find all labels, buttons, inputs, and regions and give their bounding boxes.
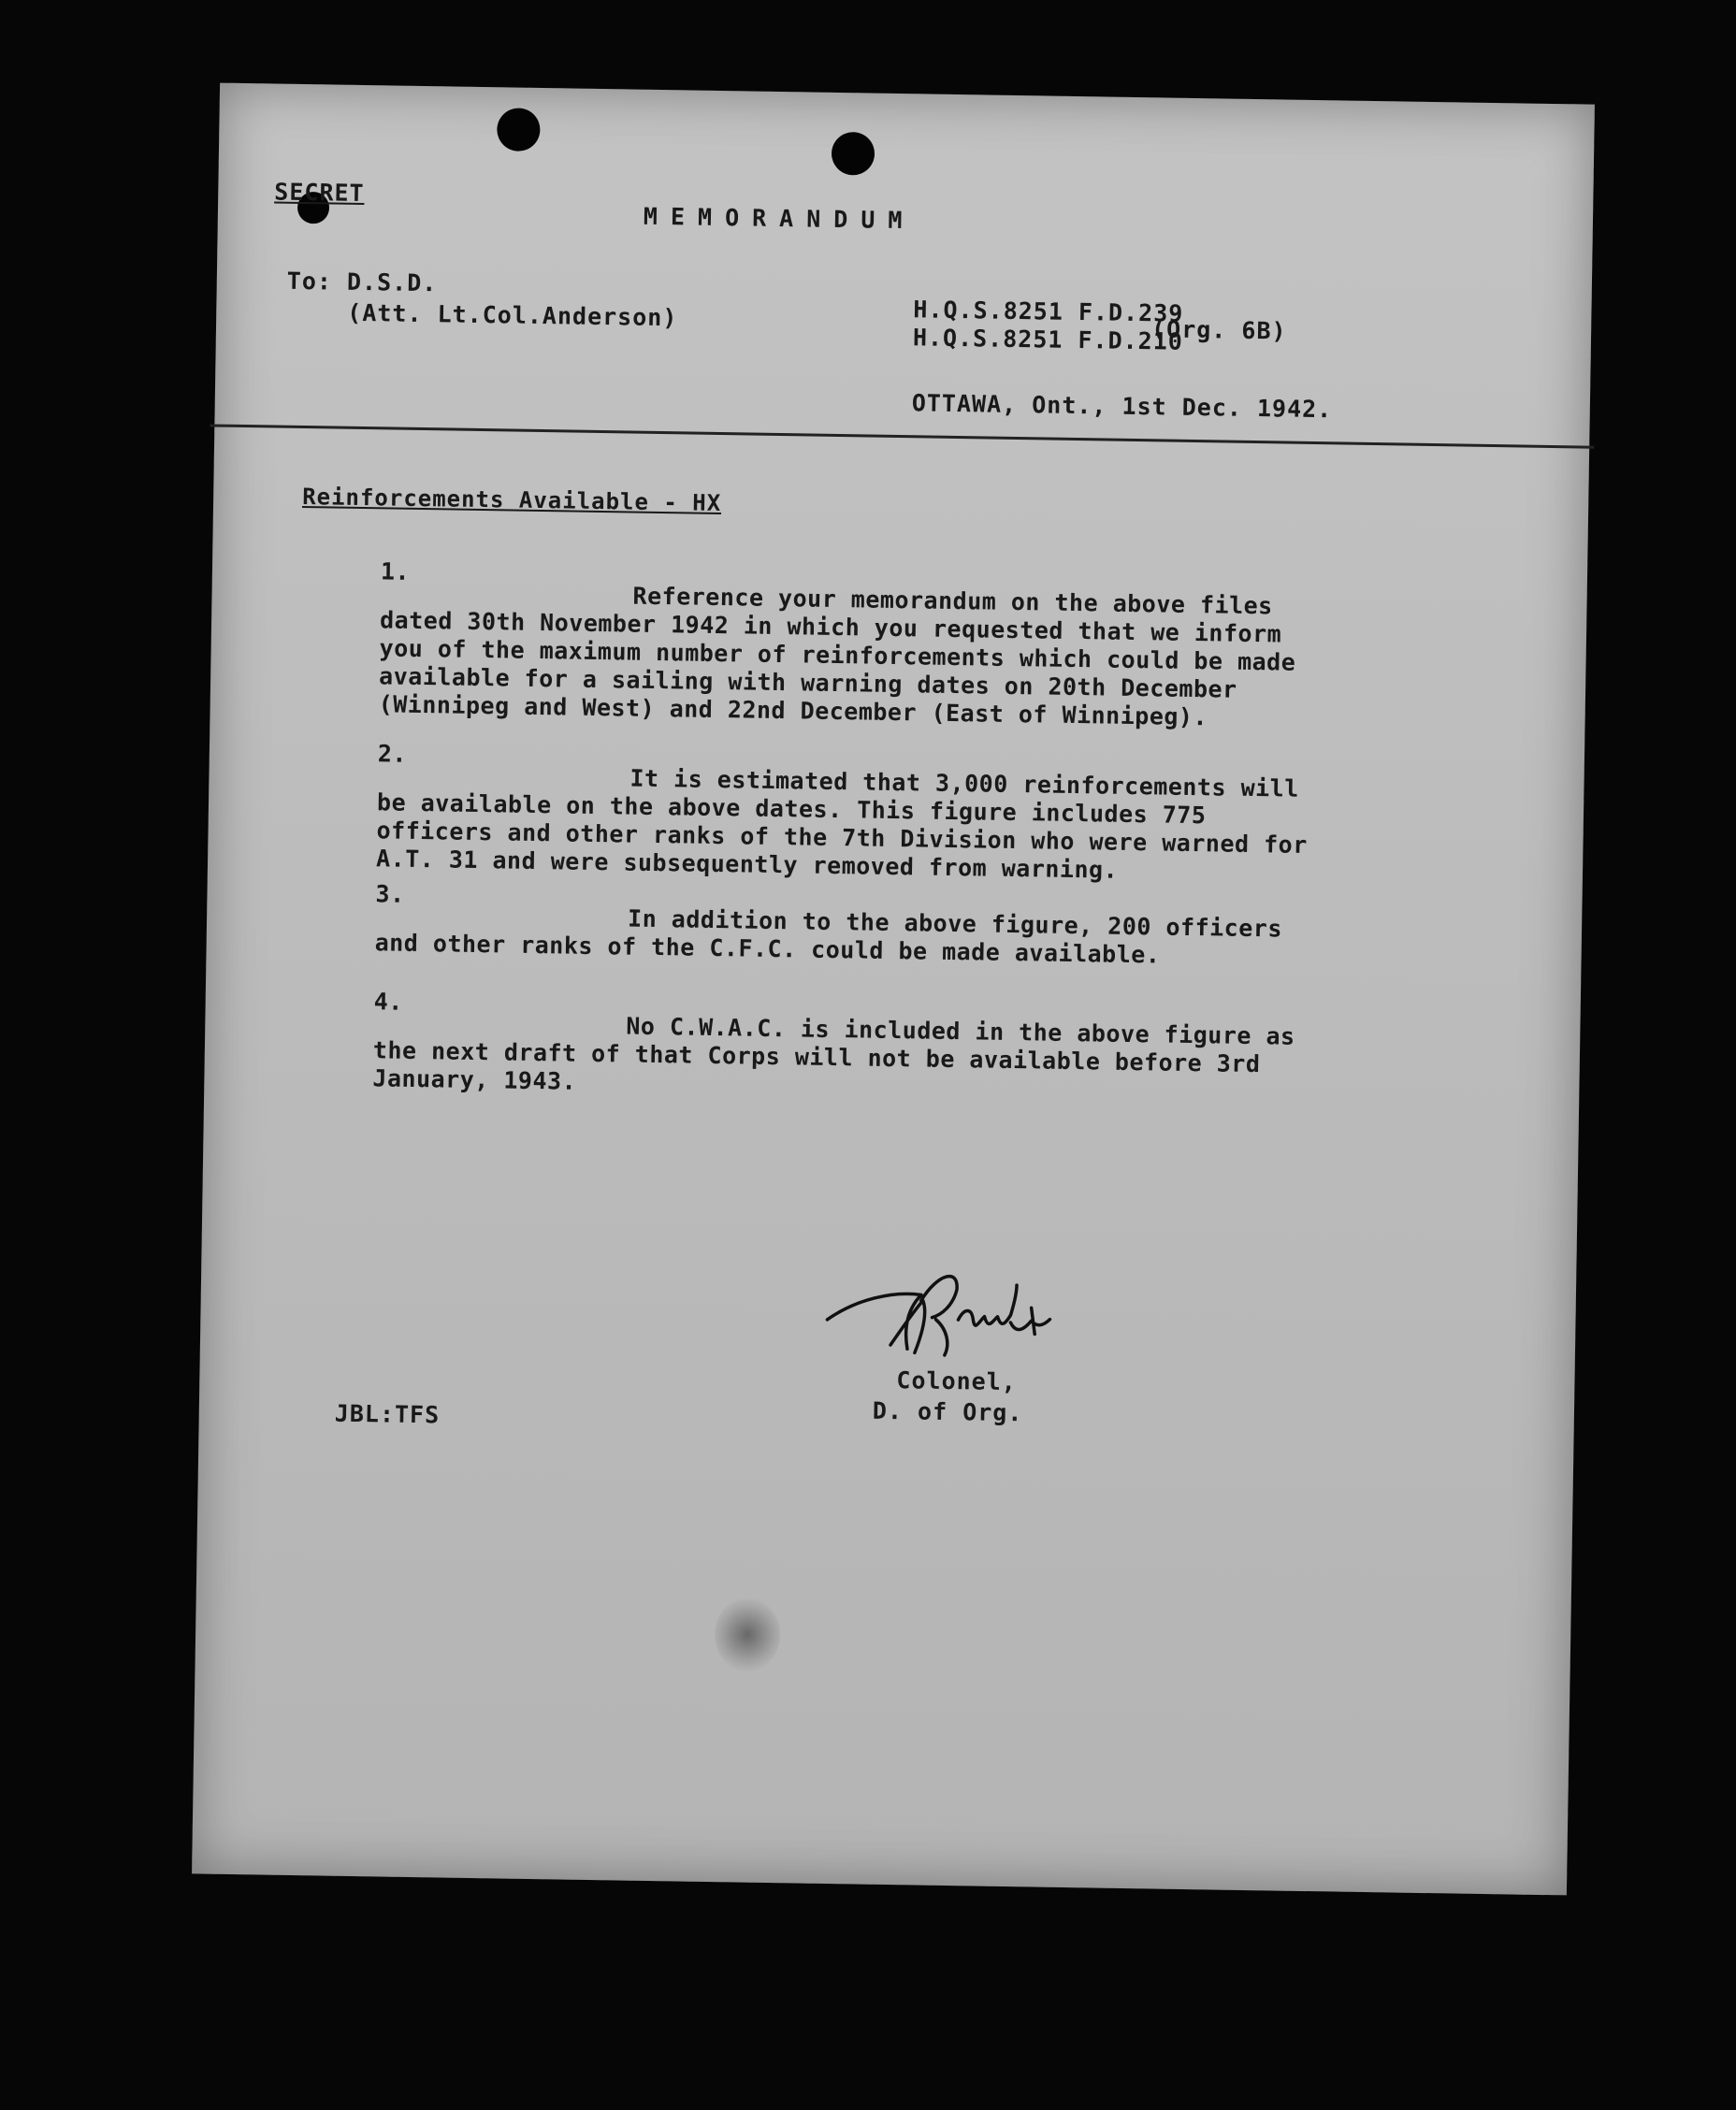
punch-hole-left xyxy=(497,108,541,152)
dateline: OTTAWA, Ont., 1st Dec. 1942. xyxy=(911,389,1333,424)
paragraph-number: 3. xyxy=(375,880,405,908)
paragraph-text: No C.W.A.C. is included in the above figure as the next draft of that Corps will not be available before 3rd January, 1943. xyxy=(372,1012,1295,1095)
paragraph-text: In addition to the above figure, 200 officers and other ranks of the C.F.C. could be made available. xyxy=(374,904,1283,969)
attention-line: (Att. Lt.Col.Anderson) xyxy=(347,298,678,332)
punch-hole-right xyxy=(832,132,875,176)
handwritten-signature xyxy=(817,1262,1063,1368)
signatory-rank: Colonel, xyxy=(896,1366,1018,1396)
paragraph-number: 4. xyxy=(373,988,404,1016)
paragraph-number: 1. xyxy=(380,557,411,585)
paragraph-2 xyxy=(376,740,1313,888)
classification-stamp: SECRET xyxy=(274,178,365,208)
scan-smudge xyxy=(715,1597,781,1672)
header-divider xyxy=(210,424,1594,448)
paragraph-4 xyxy=(372,988,1309,1107)
reference-initials: JBL:TFS xyxy=(334,1399,441,1429)
org-tag: (Org. 6B) xyxy=(1150,315,1287,345)
memo-heading: MEMORANDUM xyxy=(643,202,916,235)
paragraph-3 xyxy=(374,880,1310,972)
signatory-title: D. of Org. xyxy=(872,1396,1023,1427)
file-reference: H.Q.S.8251 F.D.210 xyxy=(912,324,1184,355)
recipient-line: To: D.S.D. xyxy=(286,267,438,297)
file-reference: H.Q.S.8251 F.D.239 xyxy=(913,296,1184,327)
paragraph-1 xyxy=(378,557,1316,733)
subject-line: Reinforcements Available - HX xyxy=(301,484,722,517)
paragraph-text: Reference your memorandum on the above files dated 30th November 1942 in which you requested that we inform you of the maximum number of reinforcements which could be made available for a sailing with warning dates on 20th December (Winnipeg and West) and 22nd December (East of Winnipeg). xyxy=(378,582,1296,731)
paragraph-number: 2. xyxy=(377,740,408,768)
paragraph-text: It is estimated that 3,000 reinforcements will be available on the above dates. This figure includes 775 officers and other ranks of the 7th Division who were warned for A.T. 31 and were subsequently removed from warning. xyxy=(375,764,1308,884)
memo-page xyxy=(192,83,1595,1896)
